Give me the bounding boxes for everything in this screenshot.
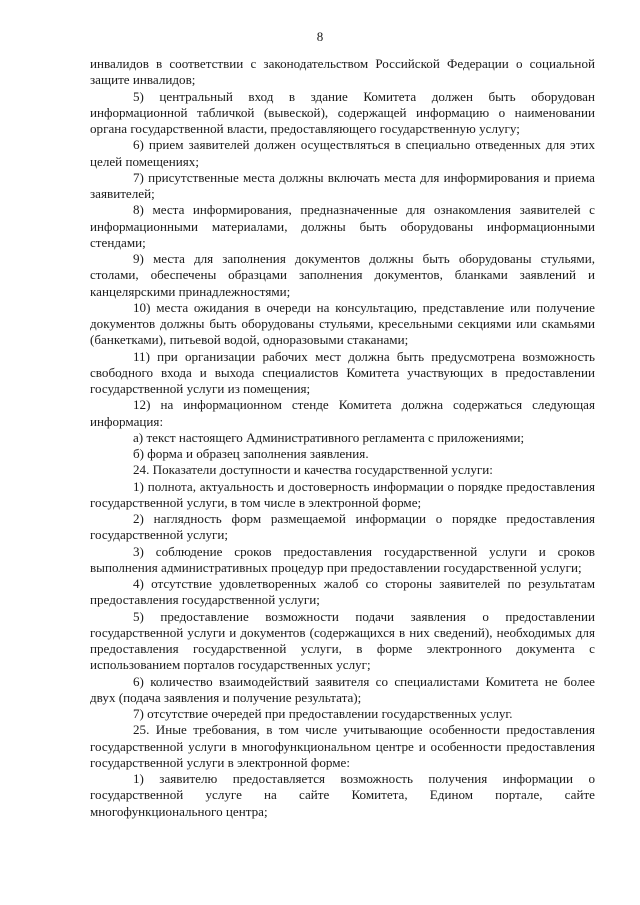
paragraph: б) форма и образец заполнения заявления.	[133, 446, 369, 461]
paragraph: 1) полнота, актуальность и достоверность информации о порядке предоставления государственной услуги, в том числе в электронной форме;	[90, 478, 595, 510]
paragraph: 12) на информационном стенде Комитета должна содержаться следующая информация:	[90, 397, 595, 429]
paragraph: 10) места ожидания в очереди на консультацию, представление или получение документов должны быть оборудованы стульями, кресельными секциями или скамьями (банкетками), питьевой водой, одноразовыми стаканами;	[90, 299, 595, 348]
paragraph: а) текст настоящего Административного регламента с приложениями;	[133, 429, 525, 445]
paragraph: 9) места для заполнения документов должны быть оборудованы стульями, столами, обеспечены образцами заполнения документов, бланками заявлений и канцелярскими принадлежностями;	[90, 251, 595, 299]
document-body	[90, 56, 595, 820]
paragraph: 6) количество взаимодействий заявителя со специалистами Комитета не более двух (подача заявления и получение результата);	[90, 673, 595, 705]
paragraph: 2) наглядность форм размещаемой информации о порядке предоставления государственной услуги;	[90, 511, 595, 543]
paragraph: 7) отсутствие очередей при предоставлении государственных услуг.	[133, 706, 513, 721]
page-number: 8	[316, 29, 324, 44]
paragraph: инвалидов в соответствии с законодательством Российской Федерации о социальной защите инвалидов;	[90, 56, 595, 88]
paragraph: 6) прием заявителей должен осуществляться в специально отведенных для этих целей помещениях;	[90, 137, 595, 169]
paragraph: 8) места информирования, предназначенные для ознакомления заявителей с информационными материалами, должны быть оборудованы информационными стендами;	[90, 202, 595, 250]
paragraph: 5) центральный вход в здание Комитета должен быть оборудован информационной табличкой (вывеской), содержащей информацию о наименовании органа государственной власти, предоставляющего государственную услугу;	[90, 88, 595, 136]
paragraph: 25. Иные требования, в том числе учитывающие особенности предоставления государственной услуги в многофункциональном центре и особенности предоставления государственной услуги в электронной форме:	[90, 722, 595, 770]
paragraph: 11) при организации рабочих мест должна быть предусмотрена возможность свободного входа и выхода специалистов Комитета участвующих в предоставлении государственной услуги из помещения;	[90, 348, 595, 396]
paragraph: 4) отсутствие удовлетворенных жалоб со стороны заявителей по результатам предоставления государственной услуги;	[90, 576, 595, 608]
paragraph: 1) заявителю предоставляется возможность получения информации о государственной услуге на сайте Комитета, Едином портале, сайте многофункционального центра;	[90, 771, 595, 819]
paragraph: 24. Показатели доступности и качества государственной услуги:	[133, 462, 493, 478]
paragraph: 7) присутственные места должны включать места для информирования и приема заявителей;	[90, 169, 595, 201]
paragraph: 3) соблюдение сроков предоставления государственной услуги и сроков выполнения административных процедур при предоставлении государственной услуги;	[90, 543, 595, 575]
paragraph: 5) предоставление возможности подачи заявления о предоставлении государственной услуги и документов (содержащихся в них сведений), необходимых для предоставления государственной услуги, в форме электронного документа с использованием порталов государственных услуг;	[90, 608, 595, 673]
